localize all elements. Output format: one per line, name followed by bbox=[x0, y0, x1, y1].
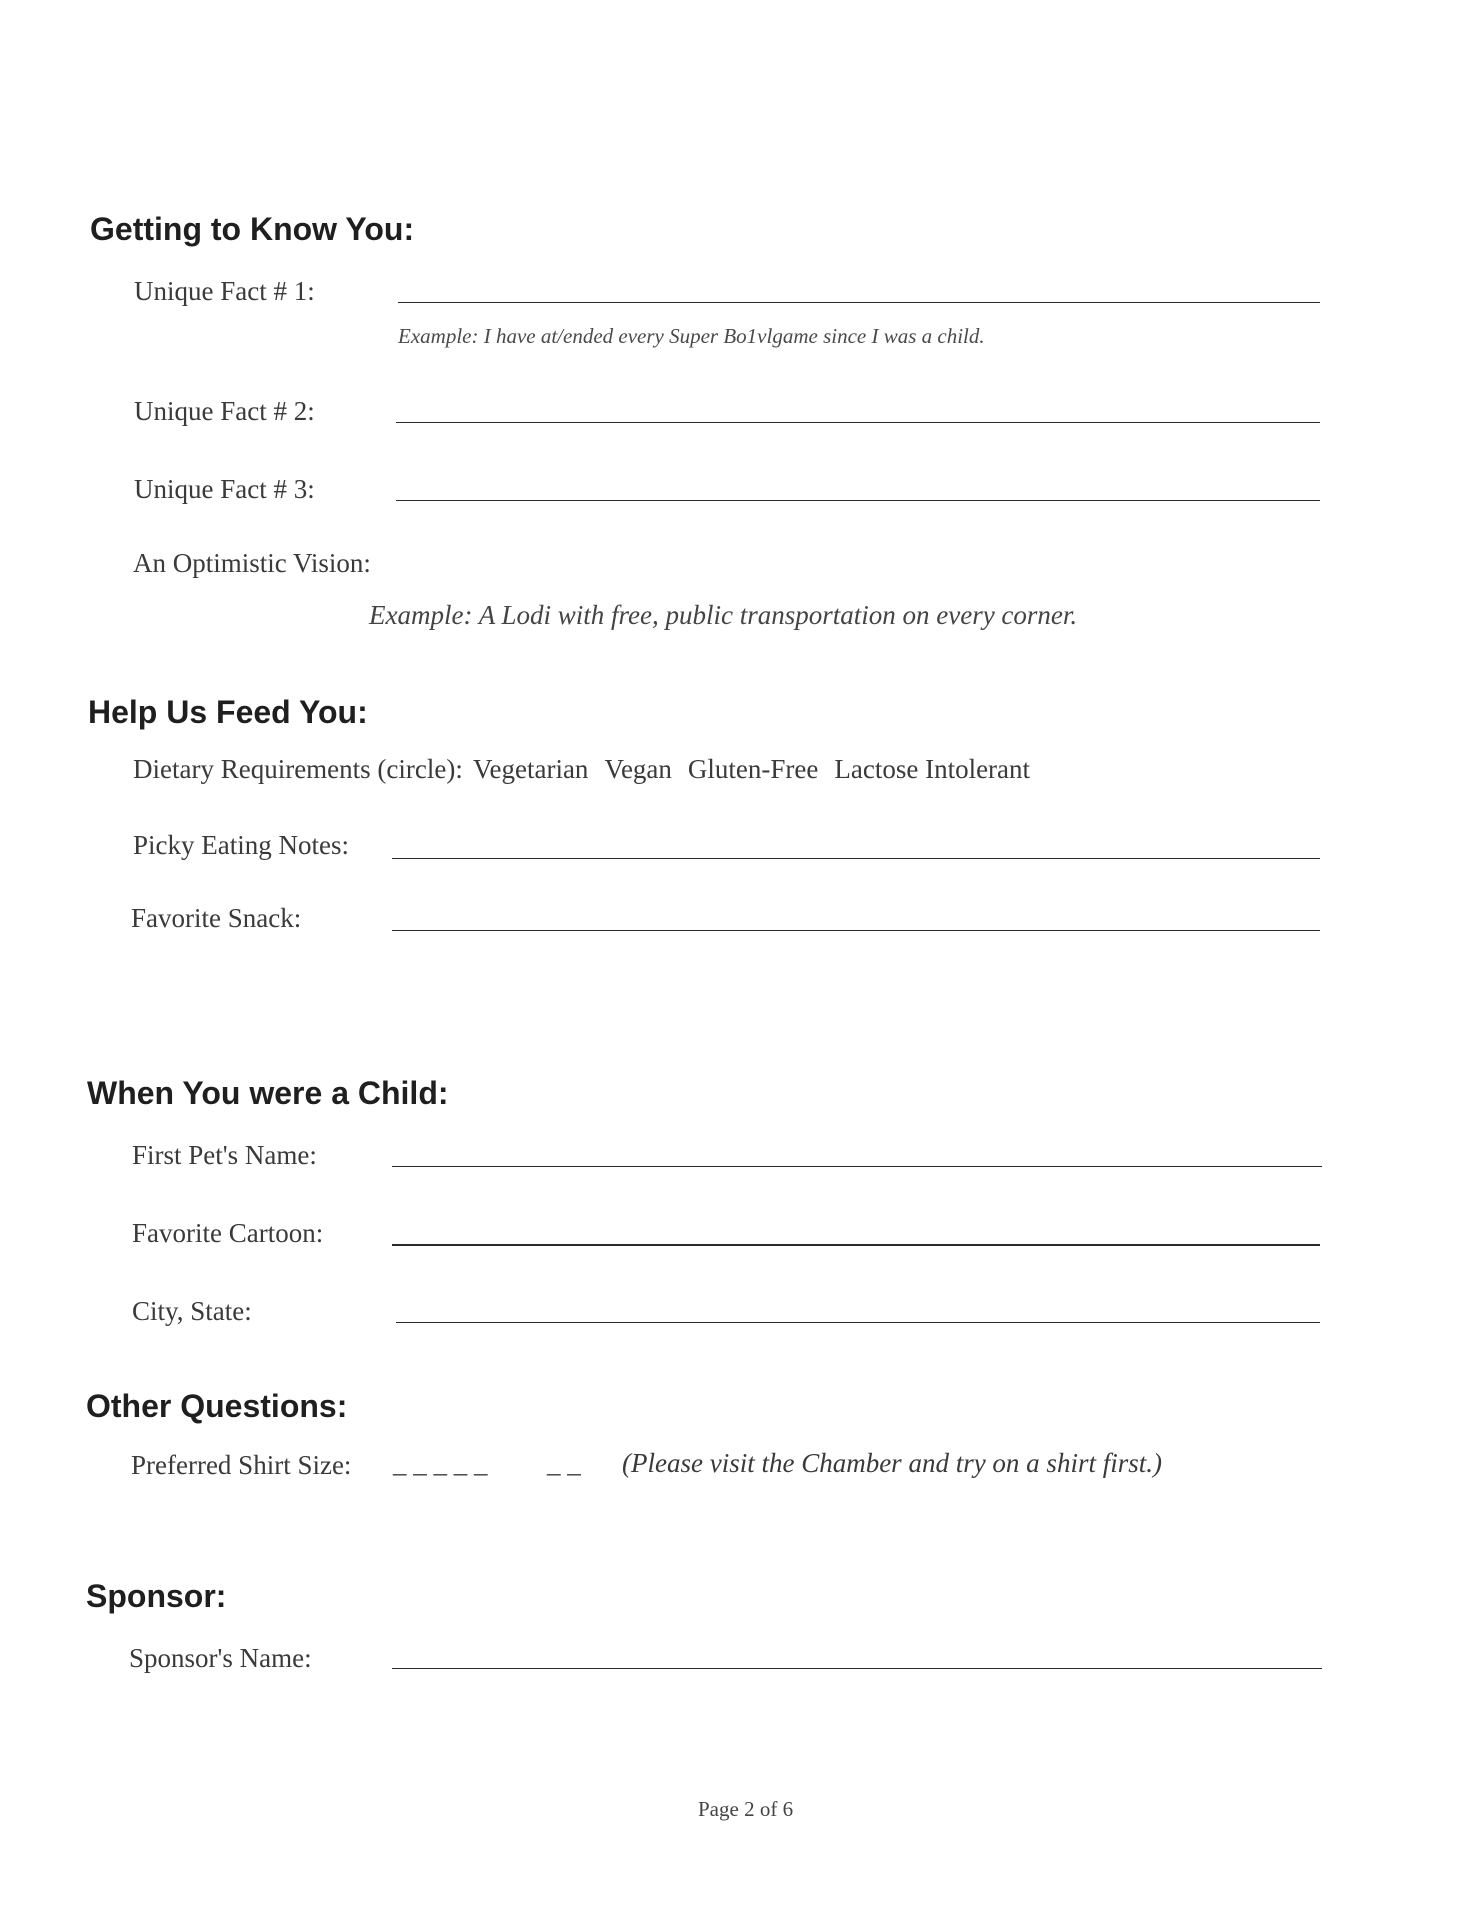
picky-eating-notes-label: Picky Eating Notes: bbox=[133, 830, 349, 860]
page-number: Page 2 of 6 bbox=[698, 1797, 794, 1821]
unique-fact-2-label: Unique Fact # 2: bbox=[134, 396, 315, 426]
favorite-snack-label: Favorite Snack: bbox=[131, 903, 302, 933]
unique-fact-3-label: Unique Fact # 3: bbox=[134, 474, 315, 504]
unique-fact-1-field[interactable] bbox=[398, 302, 1320, 303]
section-heading-child: When You were a Child: bbox=[87, 1075, 449, 1111]
first-pet-name-field[interactable] bbox=[392, 1166, 1322, 1167]
unique-fact-1-label: Unique Fact # 1: bbox=[134, 276, 315, 306]
section-heading-sponsor: Sponsor: bbox=[86, 1578, 227, 1614]
shirt-size-note: (Please visit the Chamber and try on a shirt first.) bbox=[622, 1448, 1162, 1478]
section-heading-other: Other Questions: bbox=[86, 1388, 348, 1424]
dietary-requirements-label: Dietary Requirements (circle): bbox=[133, 754, 463, 784]
optimistic-vision-example: Example: A Lodi with free, public transportation on every corner. bbox=[369, 600, 1078, 630]
shirt-size-blanks-2[interactable]: _ _ bbox=[547, 1448, 581, 1478]
dietary-option-vegetarian[interactable]: Vegetarian bbox=[473, 754, 589, 784]
dietary-option-lactose-intolerant[interactable]: Lactose Intolerant bbox=[834, 754, 1031, 784]
favorite-cartoon-label: Favorite Cartoon: bbox=[132, 1218, 324, 1248]
favorite-cartoon-field[interactable] bbox=[392, 1244, 1320, 1246]
shirt-size-blanks[interactable]: _ _ _ _ _ bbox=[393, 1448, 488, 1478]
unique-fact-2-field[interactable] bbox=[396, 422, 1320, 423]
section-heading-feed: Help Us Feed You: bbox=[88, 694, 368, 730]
unique-fact-example: Example: I have at/ended every Super Bo1vlgame since I was a child. bbox=[398, 324, 985, 348]
first-pet-name-label: First Pet's Name: bbox=[132, 1140, 317, 1170]
picky-eating-notes-field[interactable] bbox=[392, 858, 1320, 859]
city-state-label: City, State: bbox=[132, 1296, 252, 1326]
favorite-snack-field[interactable] bbox=[392, 930, 1320, 931]
shirt-size-label: Preferred Shirt Size: bbox=[131, 1450, 352, 1480]
dietary-option-vegan[interactable]: Vegan bbox=[604, 754, 672, 784]
dietary-option-gluten-free[interactable]: Gluten-Free bbox=[687, 754, 819, 784]
sponsor-name-label: Sponsor's Name: bbox=[129, 1643, 312, 1673]
sponsor-name-field[interactable] bbox=[392, 1668, 1322, 1669]
city-state-field[interactable] bbox=[396, 1322, 1320, 1323]
dietary-options bbox=[473, 756, 1046, 783]
section-heading-getting-to-know: Getting to Know You: bbox=[90, 211, 415, 247]
unique-fact-3-field[interactable] bbox=[396, 500, 1320, 501]
optimistic-vision-label: An Optimistic Vision: bbox=[133, 548, 371, 578]
